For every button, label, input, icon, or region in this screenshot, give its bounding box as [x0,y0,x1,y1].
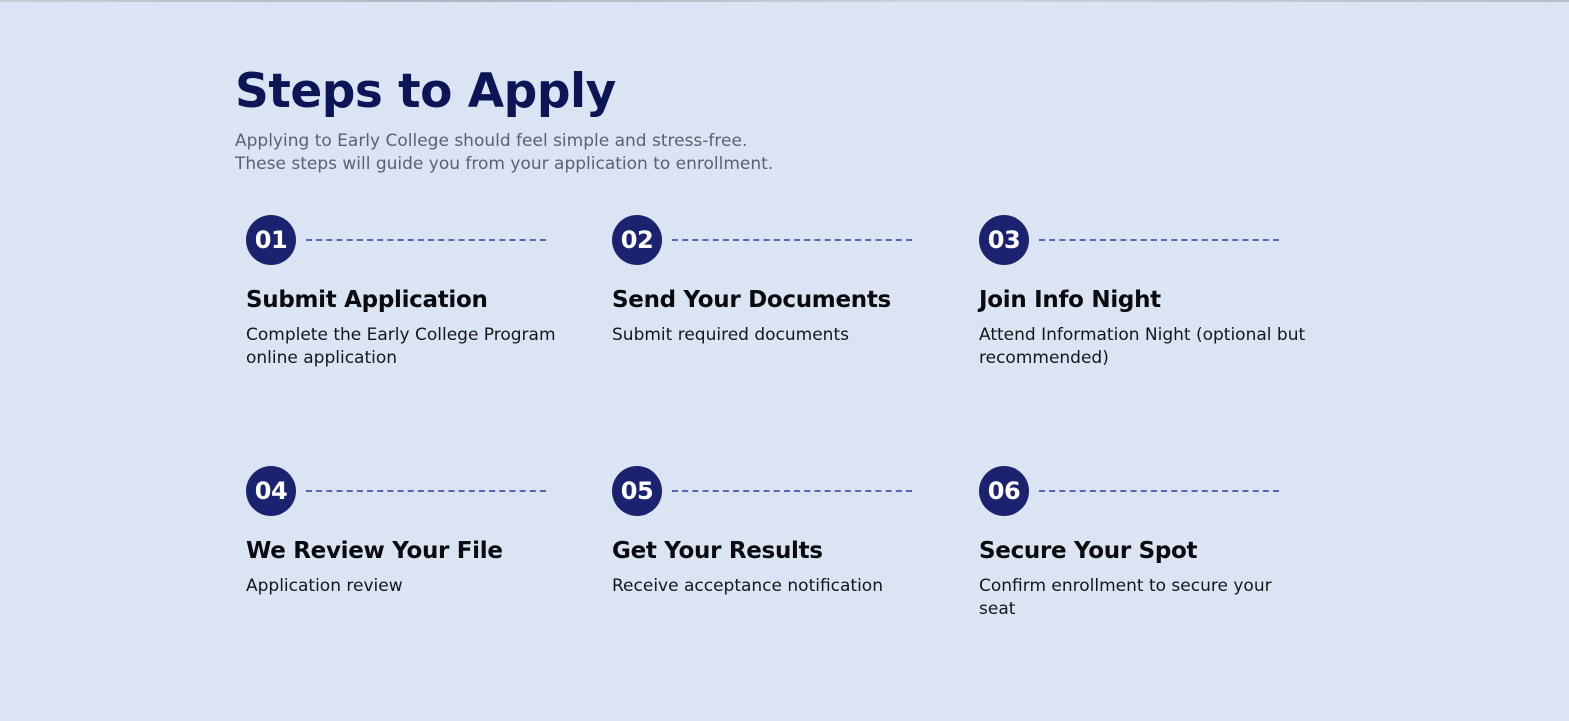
step-title: We Review Your File [246,538,503,564]
subtitle-line-2: These steps will guide you from your application to enrollment. [235,154,774,174]
steps-section [235,64,1335,176]
step-header [979,466,1319,516]
dashed-connector [306,239,546,241]
step-card-3 [979,215,1319,370]
step-number-badge: 05 [612,466,662,516]
step-description: Submit required documents [612,325,849,345]
step-title: Submit Application [246,287,488,313]
step-header [612,466,952,516]
step-title: Join Info Night [979,287,1161,313]
dashed-connector [672,490,912,492]
dashed-connector [306,490,546,492]
step-description: Complete the Early College Program online application [246,325,556,368]
step-description: Receive acceptance notification [612,576,883,596]
step-header [246,215,586,265]
step-title: Send Your Documents [612,287,891,313]
step-card-1 [246,215,586,370]
step-description: Application review [246,576,403,596]
top-edge-strip [0,0,1569,2]
step-header [246,466,586,516]
step-title: Get Your Results [612,538,823,564]
step-number-badge: 04 [246,466,296,516]
step-title: Secure Your Spot [979,538,1198,564]
step-description: Confirm enrollment to secure your seat [979,576,1272,619]
step-description: Attend Information Night (optional but recommended) [979,325,1306,368]
section-subtitle [235,130,1335,176]
dashed-connector [1039,239,1279,241]
step-card-2 [612,215,952,347]
step-number-badge: 01 [246,215,296,265]
dashed-connector [672,239,912,241]
step-card-6 [979,466,1319,621]
step-number-badge: 02 [612,215,662,265]
step-number-badge: 06 [979,466,1029,516]
step-header [979,215,1319,265]
step-card-5 [612,466,952,598]
step-card-4 [246,466,586,598]
step-number-badge: 03 [979,215,1029,265]
subtitle-line-1: Applying to Early College should feel simple and stress-free. [235,131,748,151]
step-header [612,215,952,265]
page-title: Steps to Apply [235,64,616,119]
dashed-connector [1039,490,1279,492]
